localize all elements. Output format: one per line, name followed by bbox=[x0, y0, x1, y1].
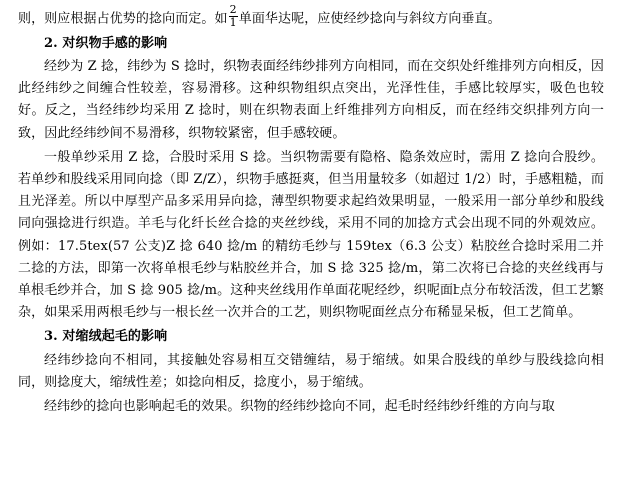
paragraph-2-2: 一般单纱采用 Z 捻，合股时采用 S 捻。当织物需要有隐格、隐条效应时，需用 Z 捻向合股纱。若单纱和股线采用同向捻（即 Z/Z），织物手感挺爽，但当用量较多（如超过 1/2）时，手感粗糙，而且光泽差。所以中厚型产品多采用异向捻，薄型织物要求起绉效果明显，一般采用一部分单纱和股线同向强捻进行织造。羊毛与化纤长丝合捻的夹丝纱线，采用不同的加捻方式会出现不同的外观效应。例如：17.5tex(57 公支)Z 捻 640 捻/m 的精纺毛纱与 159tex（6.3 公支）粘胶丝合捻时采用二并二捻的方法，即第一次将单根毛纱与粘胶丝并合，加 S 捻 325 捻/m，第二次将已合捻的夹丝线再与单根毛纱并合，加 S 捻 905 捻/m。这种夹丝线用作单面花呢经纱，织呢面է点分布较活泼，但工艺繁杂，如果采用两根毛纱与一根长丝一次并合的工艺，则织物呢面丝点分布稀显呆板，但工艺简单。 bbox=[18, 149, 604, 321]
intro-text-after-fraction: 单面华达呢，应使经纱捻向与斜纹方向垂直。 bbox=[238, 11, 501, 27]
section-heading-3: 3. 对缩绒起毛的影响 bbox=[44, 329, 168, 345]
fraction-2-over-1 bbox=[229, 4, 238, 28]
paragraph-3-2: 经纬纱的捻向也影响起毛的效果。织物的经纬纱捻向不同，起毛时经纬纱纤维的方向与取 bbox=[44, 399, 555, 415]
paragraph-3-1: 经纬纱捻向不相同，其接触处容易相互交错缠结，易于缩绒。如果合股线的单纱与股线捻向相同，则捻度大，缩绒性差；如捻向相反，捻度小，易于缩绒。 bbox=[18, 352, 604, 390]
fraction-denominator: 1 bbox=[229, 15, 237, 29]
fraction-numerator: 2 bbox=[229, 3, 237, 17]
intro-text-before-fraction: 则，则应根据占优势的捻向而定。如 bbox=[18, 11, 228, 27]
section-heading-2: 2. 对织物手感的影响 bbox=[44, 35, 168, 51]
paragraph-2-1: 经纱为 Z 捻，纬纱为 S 捻时，织物表面经纬纱排列方向相同，而在交织处纤维排列方向相反，因此经纬纱之间缠合性较差，容易滑移。这种织物组织点突出，光泽性佳，手感比较厚实，吸色也较好。反之，当经纬纱均采用 Z 捻时，则在织物表面上纤维排列方向相反，而在经纬交织排列方向一致，因此经纬纱间不易滑移，织物较紧密，但手感较硬。 bbox=[18, 59, 604, 141]
paragraph-intro bbox=[18, 3, 604, 31]
